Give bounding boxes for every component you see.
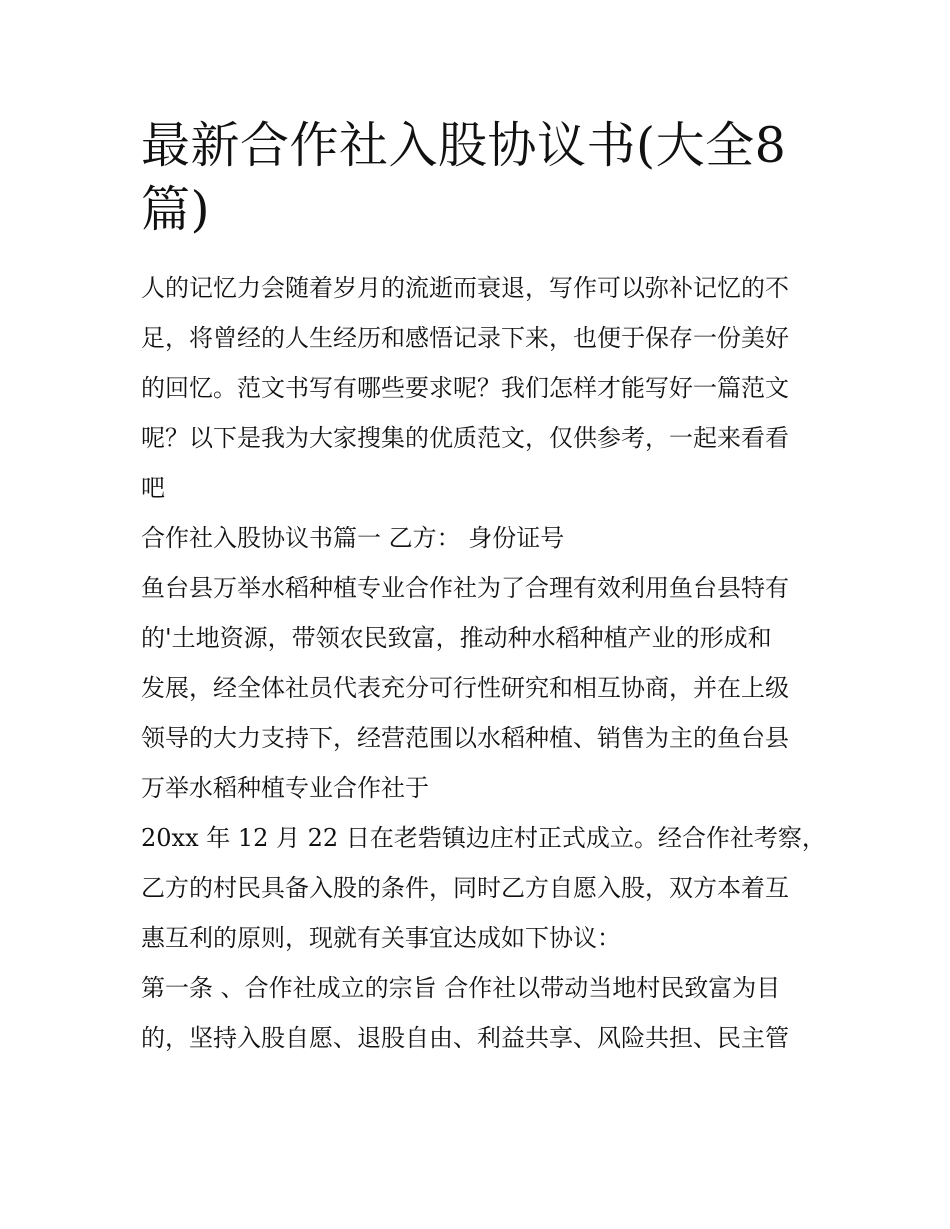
body1-line-2: 的'土地资源，带领农民致富，推动种水稻种植产业的形成和	[141, 624, 772, 652]
body3-line-2: 的，坚持入股自愿、退股自由、利益共享、风险共担、民主管	[141, 1024, 789, 1052]
title-line-1: 最新合作社入股协议书(大全8	[141, 117, 787, 174]
body-paragraph-3	[141, 963, 813, 1063]
section-heading	[141, 513, 813, 563]
intro-line-2: 足，将曾经的人生经历和感悟记录下来，也便于保存一份美好	[141, 324, 789, 352]
section-heading-line: 合作社入股协议书篇一 乙方： 身份证号	[141, 524, 565, 552]
body1-line-5: 万举水稻种植专业合作社于	[141, 774, 429, 802]
body-paragraph-2	[141, 813, 826, 963]
body2-line-3: 惠互利的原则，现就有关事宜达成如下协议：	[141, 924, 621, 952]
intro-line-1: 人的记忆力会随着岁月的流逝而衰退，写作可以弥补记忆的不	[141, 274, 789, 302]
intro-paragraph	[141, 263, 813, 513]
body1-line-3: 发展，经全体社员代表充分可行性研究和相互协商，并在上级	[141, 674, 789, 702]
body1-line-4: 领导的大力支持下，经营范围以水稻种植、销售为主的鱼台县	[141, 724, 789, 752]
title-line-2: 篇)	[141, 181, 211, 238]
document-content	[141, 114, 826, 1063]
intro-line-3: 的回忆。范文书写有哪些要求呢？我们怎样才能写好一篇范文	[141, 374, 789, 402]
body3-line-1: 第一条 、合作社成立的宗旨 合作社以带动当地村民致富为目	[141, 974, 781, 1002]
body2-line-1: 20xx 年 12 月 22 日在老砦镇边庄村正式成立。经合作社考察，	[141, 824, 826, 852]
body1-line-1: 鱼台县万举水稻种植专业合作社为了合理有效利用鱼台县特有	[141, 574, 789, 602]
body-paragraph-1	[141, 563, 813, 813]
intro-line-5: 吧	[141, 474, 165, 502]
document-title	[141, 114, 813, 242]
intro-line-4: 呢？以下是我为大家搜集的优质范文，仅供参考，一起来看看	[141, 424, 789, 452]
body2-line-2: 乙方的村民具备入股的条件，同时乙方自愿入股，双方本着互	[141, 874, 789, 902]
